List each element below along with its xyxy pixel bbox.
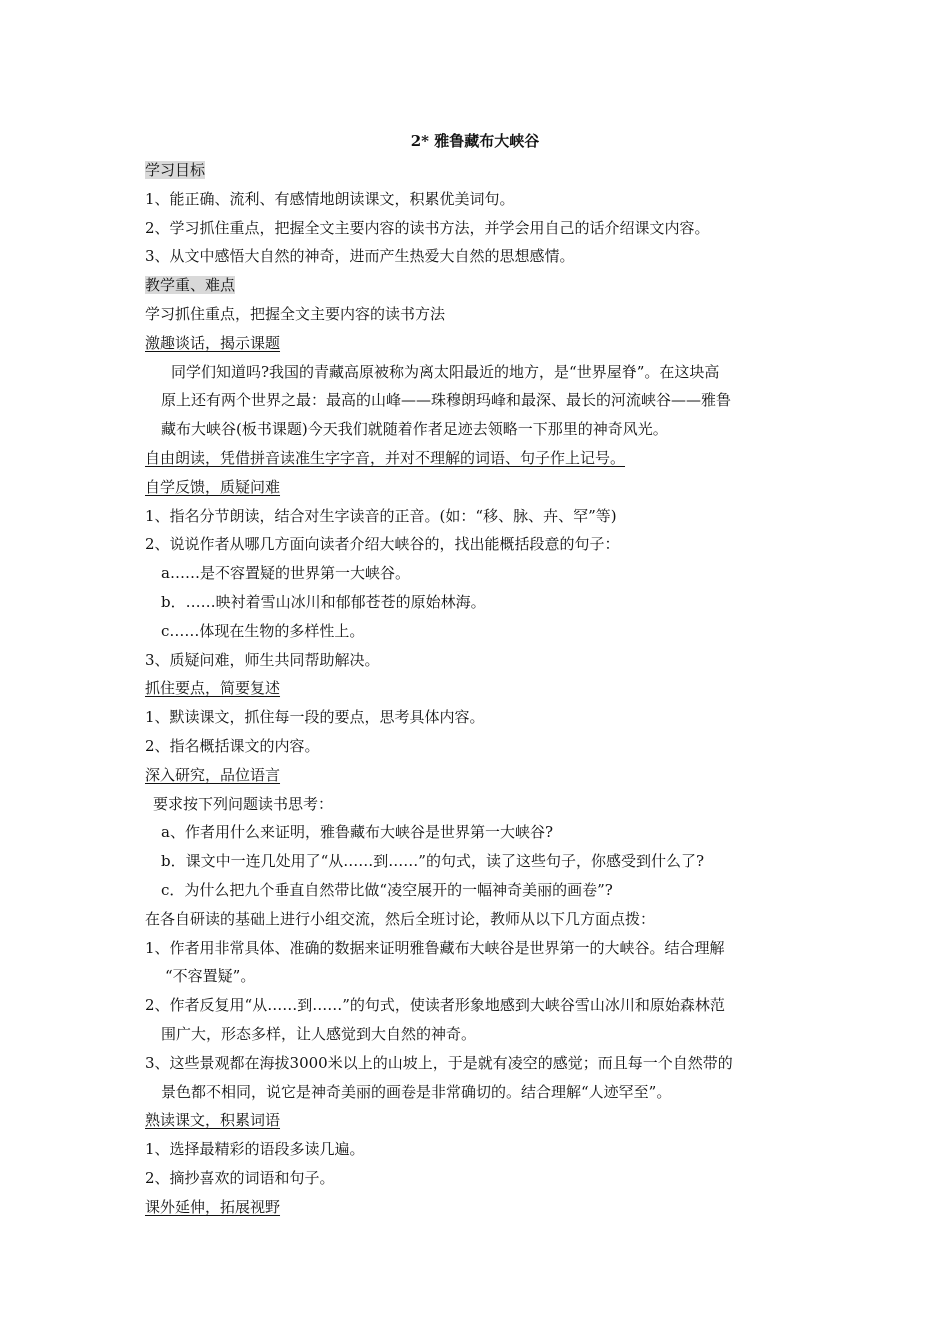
text-line xyxy=(145,938,725,958)
section-heading-underlined xyxy=(145,448,625,468)
text-line xyxy=(161,621,364,641)
text-line-text: b．……映衬着雪山冰川和郁郁苍苍的原始林海。 xyxy=(161,593,486,611)
text-line-text: 1、默读课文，抓住每一段的要点，思考具体内容。 xyxy=(145,708,485,727)
text-line-text: “不容置疑”。 xyxy=(165,967,256,986)
section-heading-underlined-text: 自由朗读，凭借拼音读准生字字音，并对不理解的词语、句子作上记号。 xyxy=(145,449,626,467)
text-line-text: 1、指名分节朗读，结合对生字读音的正音。(如：“移、脉、卉、罕”等) xyxy=(145,506,617,525)
text-line-text: 3、质疑问难，师生共同帮助解决。 xyxy=(145,650,380,669)
text-line-text: 藏布大峡谷(板书课题)今天我们就随着作者足迹去领略一下那里的神奇风光。 xyxy=(161,420,668,439)
text-line-text: b．课文中一连几处用了“从……到……”的句式，读了这些句子，你感受到什么了? xyxy=(161,852,704,871)
text-line-text: a……是不容置疑的世界第一大峡谷。 xyxy=(161,564,410,583)
text-line-text: 在各自研读的基础上进行小组交流，然后全班讨论，教师从以下几方面点拨： xyxy=(145,909,656,928)
section-heading-underlined xyxy=(145,1110,280,1130)
text-line-text: 原上还有两个世界之最：最高的山峰——珠穆朗玛峰和最深、最长的河流峡谷——雅鲁 xyxy=(161,391,732,410)
text-line xyxy=(145,707,485,727)
text-line-text: 2、指名概括课文的内容。 xyxy=(145,737,320,755)
text-line xyxy=(145,189,515,209)
text-line-text: 学习抓住重点，把握全文主要内容的读书方法 xyxy=(145,305,446,323)
text-line xyxy=(161,390,731,410)
text-line xyxy=(145,995,725,1015)
section-heading-underlined-text: 自学反馈，质疑问难 xyxy=(145,477,281,496)
text-line xyxy=(145,1168,335,1188)
text-line xyxy=(145,534,620,554)
text-line xyxy=(145,650,380,670)
text-line xyxy=(171,362,719,382)
text-line xyxy=(161,563,410,583)
text-line-text: 要求按下列问题读书思考： xyxy=(153,794,334,813)
section-heading-underlined xyxy=(145,1197,280,1217)
text-line-text: a、作者用什么来证明，雅鲁藏布大峡谷是世界第一大峡谷? xyxy=(161,823,553,842)
text-line xyxy=(145,736,320,756)
text-line-text: 3、从文中感悟大自然的神奇，进而产生热爱大自然的思想感情。 xyxy=(145,247,575,266)
text-line-text: 1、选择最精彩的语段多读几遍。 xyxy=(145,1140,365,1159)
text-line xyxy=(161,851,704,871)
text-line-text: 景色都不相同，说它是神奇美丽的画卷是非常确切的。结合理解“人迹罕至”。 xyxy=(161,1082,672,1101)
text-line-text: 1、能正确、流利、有感情地朗读课文，积累优美词句。 xyxy=(145,189,515,208)
text-line xyxy=(145,506,617,526)
text-line xyxy=(153,794,333,814)
text-line-text: 2、学习抓住重点，把握全文主要内容的读书方法，并学会用自己的话介绍课文内容。 xyxy=(145,218,710,237)
text-line-text: 2、摘抄喜欢的词语和句子。 xyxy=(145,1169,335,1187)
text-line xyxy=(145,218,710,238)
section-heading-shaded-text: 学习目标 xyxy=(145,161,206,179)
section-heading-underlined xyxy=(145,765,280,785)
text-line xyxy=(161,592,486,612)
text-line xyxy=(145,1053,733,1073)
section-heading-underlined-text: 熟读课文，积累词语 xyxy=(145,1111,281,1130)
section-heading-underlined xyxy=(145,477,280,497)
section-heading-underlined xyxy=(145,333,280,353)
text-line-text: c……体现在生物的多样性上。 xyxy=(161,621,365,640)
text-line xyxy=(161,1024,476,1044)
text-line xyxy=(165,966,255,986)
text-line xyxy=(161,1082,671,1102)
text-line xyxy=(145,1139,365,1159)
text-line-text: c．为什么把九个垂直自然带比做“凌空展开的一幅神奇美丽的画卷”? xyxy=(161,881,613,899)
section-heading-underlined xyxy=(145,678,280,698)
text-line-text: 围广大，形态多样，让人感觉到大自然的神奇。 xyxy=(161,1025,477,1043)
text-line xyxy=(145,246,575,266)
text-line xyxy=(161,419,668,439)
text-line-text: 2、作者反复用“从……到……”的句式，使读者形象地感到大峡谷雪山冰川和原始森林范 xyxy=(145,996,725,1015)
text-line xyxy=(145,304,445,324)
section-heading-shaded-text: 教学重、难点 xyxy=(145,276,236,295)
section-heading-underlined-text: 抓住要点，简要复述 xyxy=(145,679,281,698)
text-line xyxy=(161,822,553,842)
text-line xyxy=(161,880,613,900)
text-line xyxy=(145,909,655,929)
section-heading-underlined-text: 课外延伸，拓展视野 xyxy=(145,1197,281,1216)
section-heading-underlined-text: 激趣谈话，揭示课题 xyxy=(145,333,281,352)
text-line-text: 3、这些景观都在海拔3000米以上的山坡上，于是就有凌空的感觉；而且每一个自然带的 xyxy=(145,1053,733,1072)
section-heading-shaded xyxy=(145,275,235,295)
text-line-text: 同学们知道吗?我国的青藏高原被称为离太阳最近的地方，是“世界屋脊”。在这块高 xyxy=(171,362,720,381)
text-line-text: 1、作者用非常具体、准确的数据来证明雅鲁藏布大峡谷是世界第一的大峡谷。结合理解 xyxy=(145,938,725,957)
section-heading-shaded xyxy=(145,160,205,180)
text-line-text: 2、说说作者从哪几方面向读者介绍大峡谷的，找出能概括段意的句子： xyxy=(145,535,620,554)
section-heading-underlined-text: 深入研究，品位语言 xyxy=(145,765,281,784)
lesson-title: 2* 雅鲁藏布大峡谷 xyxy=(410,132,540,150)
